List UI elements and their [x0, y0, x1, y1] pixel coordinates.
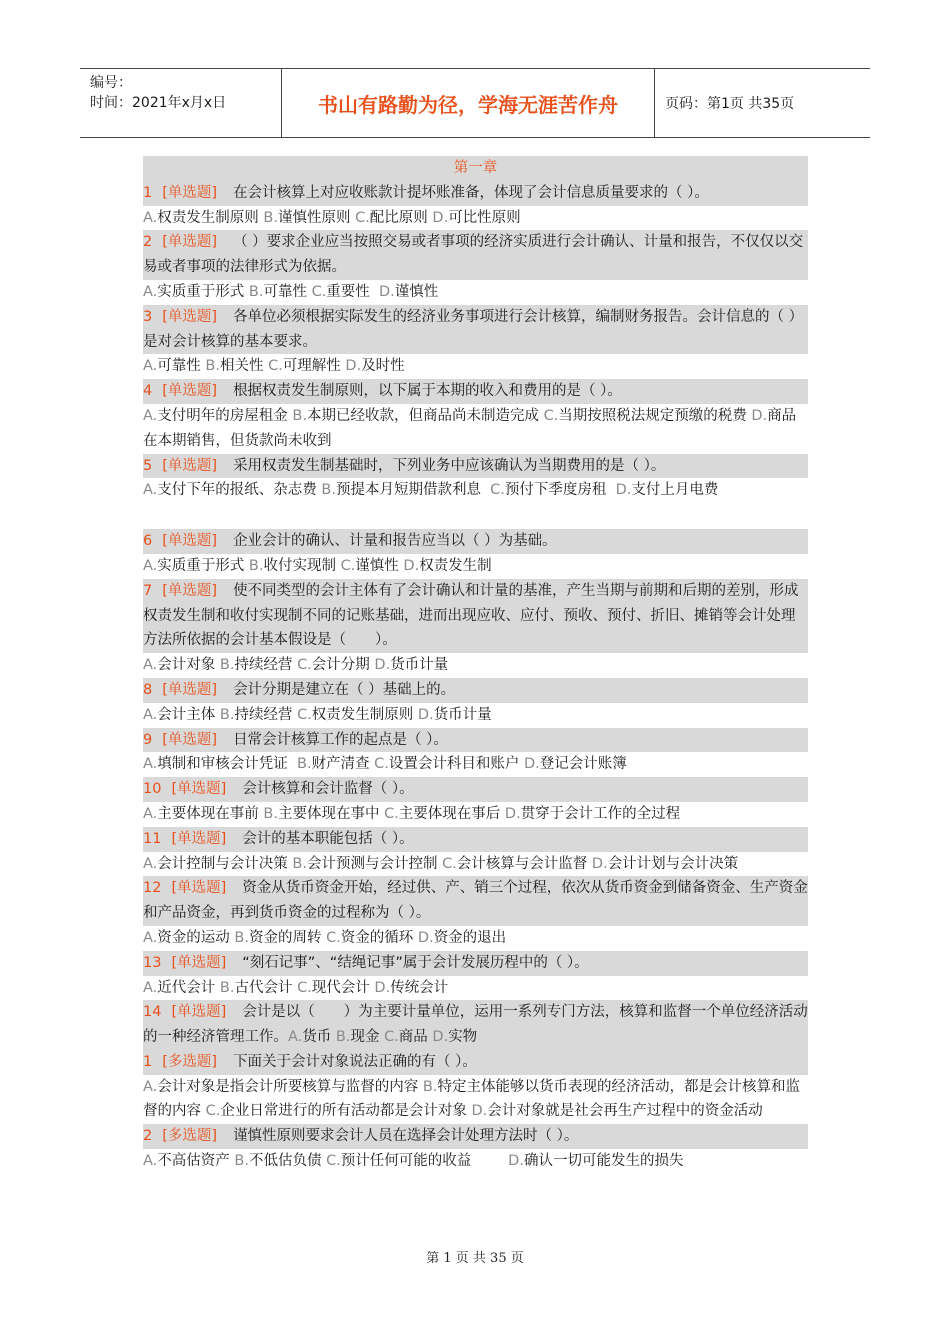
option-letter: C.	[326, 1153, 341, 1170]
option-text: 主要体现在事中	[277, 805, 385, 822]
option-letter: B.	[219, 657, 235, 674]
option-text: 可理解性	[282, 358, 346, 375]
question-number: 5	[143, 457, 153, 474]
document-time-label: 时间：2021年x月x日	[90, 95, 227, 111]
option-letter: C.	[442, 855, 457, 872]
option-letter: A.	[143, 855, 158, 872]
option-letter: B.	[263, 209, 278, 226]
question-options	[143, 852, 808, 877]
option-letter: D.	[374, 657, 391, 674]
question-number: 9	[143, 731, 153, 748]
option-letter: D.	[508, 1153, 524, 1170]
question-options	[143, 478, 808, 503]
option-text: 可比性原则	[448, 209, 521, 226]
question-type: [单选题]	[162, 582, 218, 599]
option-letter: D.	[403, 557, 420, 574]
question-text: 日常会计核算工作的起点是（ ）。	[233, 731, 448, 748]
option-letter: D.	[417, 706, 434, 723]
option-text: 确认一切可能发生的损失	[523, 1153, 684, 1170]
option-letter: B.	[422, 1078, 438, 1095]
option-text: 主要体现在事后	[398, 805, 505, 822]
question-number: 10	[143, 781, 162, 798]
question-text: 会计的基本职能包括（ ）。	[242, 830, 414, 847]
option-letter: A.	[143, 1078, 158, 1095]
option-text: 预计任何可能的收益	[340, 1153, 509, 1170]
question-options	[143, 1149, 808, 1174]
option-text: 会计预测与会计控制	[306, 855, 443, 872]
option-letter: B.	[234, 929, 249, 946]
question-type: [单选题]	[171, 830, 227, 847]
option-letter: A.	[143, 805, 158, 822]
option-text: 谨慎性	[355, 557, 404, 574]
question-number: 12	[143, 880, 162, 897]
option-text: 本期已经收款，但商品尚未制造完成	[306, 407, 544, 424]
option-text: 实物	[448, 1029, 478, 1046]
option-text: 企业日常进行的所有活动都是会计对象	[220, 1103, 472, 1120]
question-options	[143, 354, 808, 379]
option-letter: A.	[143, 1153, 158, 1170]
option-letter: B.	[234, 1153, 249, 1170]
option-letter: A.	[143, 482, 158, 499]
option-text: 特定主体能够以货币表现的经济活动，都是会计核算和监督的内容	[143, 1078, 800, 1120]
option-text: 重要性	[326, 283, 380, 300]
option-letter: D.	[591, 855, 608, 872]
page-header	[80, 68, 870, 138]
question-number: 13	[143, 954, 162, 971]
option-text: 资金的退出	[433, 929, 507, 946]
option-letter: B.	[219, 706, 235, 723]
question-text: “刻石记事”、“结绳记事”属于会计发展历程中的（ ）。	[242, 954, 589, 971]
option-text: 会计分期	[311, 657, 375, 674]
chapter-title: 第一章	[143, 156, 808, 181]
question-type: [单选题]	[162, 308, 218, 325]
question-options	[143, 554, 808, 579]
option-text: 设置会计科目和账户	[388, 756, 525, 773]
page-footer: 第 1 页 共 35 页	[426, 1251, 524, 1266]
question-stem	[143, 1050, 808, 1075]
question-options	[143, 206, 808, 231]
option-text: 登记会计账簿	[539, 756, 627, 773]
option-letter: A.	[143, 706, 158, 723]
option-text: 近代会计	[157, 979, 220, 996]
option-letter: D.	[504, 805, 521, 822]
option-letter: D.	[374, 979, 391, 996]
question-type: [单选题]	[162, 681, 218, 698]
option-text: 预提本月短期借款利息	[335, 482, 491, 499]
option-text: 会计对象是指会计所要核算与监督的内容	[157, 1078, 423, 1095]
option-text: 货币计量	[390, 657, 449, 674]
question-stem	[143, 305, 808, 355]
question-text: 资金从货币资金开始，经过供、产、销三个过程，依次从货币资金到储备资金、生产资金和产品资金，再到货币资金的过程称为（ ）。	[143, 880, 808, 922]
option-letter: C.	[297, 657, 312, 674]
question-list	[143, 156, 808, 1174]
question-stem	[143, 827, 808, 852]
spacer	[143, 503, 808, 529]
question-text: 使不同类型的会计主体有了会计确认和计量的基准，产生当期与前期和后期的差别，形成权责发生制和收付实现制不同的记账基础，进而出现应收、应付、预收、预付、折旧、摊销等会计处理方法所依据的会计基本假设是（ ）。	[143, 582, 799, 649]
question-stem	[143, 529, 808, 554]
question-number: 2	[143, 1128, 153, 1145]
option-letter: B.	[248, 557, 264, 574]
question-stem	[143, 777, 808, 802]
question-text: 在会计核算上对应收账款计提坏账准备，体现了会计信息质量要求的（ ）。	[233, 184, 709, 201]
option-letter: A.	[143, 557, 158, 574]
option-text: 配比原则	[369, 209, 433, 226]
option-text: 不低估负债	[248, 1153, 327, 1170]
option-text: 会计对象	[157, 657, 220, 674]
option-letter: A.	[143, 283, 158, 300]
option-letter: A.	[288, 1029, 303, 1046]
option-text: 资金的周转	[248, 929, 327, 946]
option-text: 会计计划与会计决策	[607, 855, 739, 872]
option-text: 不高估资产	[157, 1153, 235, 1170]
option-text: 预付下季度房租	[504, 482, 616, 499]
question-number: 6	[143, 533, 153, 550]
option-text: 主要体现在事前	[157, 805, 264, 822]
question-options	[143, 802, 808, 827]
option-letter: A.	[143, 358, 158, 375]
option-letter: D.	[432, 209, 449, 226]
option-letter: C.	[297, 979, 312, 996]
option-letter: C.	[355, 209, 370, 226]
question-stem	[143, 454, 808, 479]
option-text: 收付实现制	[263, 557, 341, 574]
option-letter: B.	[292, 407, 307, 424]
question-number: 3	[143, 308, 153, 325]
option-text: 商品在本期销售，但货款尚未收到	[143, 407, 797, 449]
option-letter: B.	[321, 482, 336, 499]
option-text: 权责发生制原则	[157, 209, 264, 226]
question-stem	[143, 951, 808, 976]
option-letter: D.	[417, 929, 434, 946]
option-text: 持续经营	[234, 657, 298, 674]
question-type: [单选题]	[162, 731, 218, 748]
option-text: 及时性	[361, 358, 405, 375]
option-text: 会计主体	[157, 706, 220, 723]
question-options	[143, 703, 808, 728]
header-meta	[80, 69, 282, 137]
question-type: [单选题]	[162, 184, 218, 201]
option-text: 会计核算与会计监督	[456, 855, 592, 872]
option-letter: C.	[340, 557, 356, 574]
option-text: 实质重于形式	[157, 557, 249, 574]
question-type: [单选题]	[162, 234, 218, 251]
header-motto: 书山有路勤为径，学海无涯苦作舟	[282, 69, 655, 137]
option-text: 谨慎性	[394, 283, 439, 300]
question-stem	[143, 579, 808, 653]
questions-container	[143, 181, 808, 1174]
option-letter: A.	[143, 929, 158, 946]
question-options	[143, 280, 808, 305]
question-options	[143, 653, 808, 678]
question-type: [单选题]	[171, 880, 227, 897]
option-letter: C.	[205, 1103, 221, 1120]
option-text: 贯穿于会计工作的全过程	[520, 805, 681, 822]
option-text: 权责发生制	[419, 557, 492, 574]
option-letter: C.	[297, 706, 312, 723]
option-letter: B.	[205, 358, 220, 375]
option-letter: C.	[490, 482, 505, 499]
option-text: 相关性	[219, 358, 269, 375]
option-letter: B.	[335, 1029, 351, 1046]
option-letter: B.	[292, 855, 307, 872]
question-options	[143, 1075, 808, 1125]
option-text: 可靠性	[157, 358, 206, 375]
question-stem	[143, 876, 808, 926]
option-text: 现代会计	[311, 979, 375, 996]
option-letter: B.	[248, 283, 264, 300]
option-text: 商品	[398, 1029, 433, 1046]
option-text: 现金	[350, 1029, 385, 1046]
option-letter: B.	[297, 756, 312, 773]
question-text: 下面关于会计对象说法正确的有（ ）。	[233, 1053, 477, 1070]
question-text: （ ）要求企业应当按照交易或者事项的经济实质进行会计确认、计量和报告，不仅仅以交易或者事项的法律形式为依据。	[143, 234, 804, 276]
question-type: [单选题]	[171, 781, 227, 798]
question-number: 14	[143, 1004, 162, 1021]
option-letter: A.	[143, 756, 158, 773]
option-letter: C.	[268, 358, 283, 375]
question-type: [单选题]	[171, 954, 227, 971]
question-options	[143, 976, 808, 1001]
question-stem	[143, 728, 808, 753]
option-text: 权责发生制原则	[311, 706, 418, 723]
option-text: 会计对象就是社会再生产过程中的资金活动	[487, 1103, 763, 1120]
question-type: [单选题]	[171, 1004, 227, 1021]
option-letter: D.	[524, 756, 540, 773]
question-number: 1	[143, 1053, 153, 1070]
option-text: 可靠性	[263, 283, 312, 300]
option-letter: D.	[615, 482, 632, 499]
option-letter: A.	[143, 657, 158, 674]
option-letter: A.	[143, 979, 158, 996]
option-letter: D.	[345, 358, 362, 375]
option-text: 财产清查	[311, 756, 375, 773]
option-text: 传统会计	[390, 979, 449, 996]
document-number-label: 编号：	[90, 75, 132, 91]
question-text: 采用权责发生制基础时，下列业务中应该确认为当期费用的是（ ）。	[233, 457, 666, 474]
option-text: 填制和审核会计凭证	[157, 756, 297, 773]
question-number: 11	[143, 830, 162, 847]
option-text: 资金的运动	[157, 929, 235, 946]
option-letter: C.	[384, 1029, 399, 1046]
question-text: 企业会计的确认、计量和报告应当以（ ）为基础。	[233, 533, 557, 550]
option-text: 当期按照税法规定预缴的税费	[558, 407, 752, 424]
option-letter: C.	[326, 929, 341, 946]
question-text: 会计分期是建立在（ ）基础上的。	[233, 681, 456, 698]
option-text: 谨慎性原则	[277, 209, 356, 226]
option-text: 会计控制与会计决策	[157, 855, 293, 872]
question-stem	[143, 1124, 808, 1149]
question-text: 会计是以（ ）为主要计量单位，运用一系列专门方法，核算和监督一个单位经济活动的一种经济管理工作。	[143, 1004, 808, 1046]
option-text: 货币	[302, 1029, 336, 1046]
option-letter: D.	[471, 1103, 488, 1120]
option-text: 实质重于形式	[157, 283, 249, 300]
question-number: 7	[143, 582, 153, 599]
question-stem	[143, 230, 808, 280]
question-stem	[143, 379, 808, 404]
header-page-info: 页码：第1页 共35页	[665, 96, 795, 112]
question-text: 会计核算和会计监督（ ）。	[242, 781, 414, 798]
option-letter: B.	[219, 979, 235, 996]
question-stem	[143, 181, 808, 206]
option-text: 资金的循环	[340, 929, 418, 946]
option-letter: B.	[263, 805, 278, 822]
option-letter: D.	[432, 1029, 449, 1046]
question-type: [单选题]	[162, 457, 218, 474]
option-letter: C.	[543, 407, 559, 424]
question-number: 4	[143, 383, 153, 400]
question-type: [多选题]	[162, 1053, 218, 1070]
question-options	[143, 752, 808, 777]
option-text: 支付下年的报纸、杂志费	[157, 482, 322, 499]
question-options	[143, 404, 808, 454]
question-number: 2	[143, 234, 153, 251]
option-letter: C.	[311, 283, 327, 300]
option-letter: D.	[379, 283, 395, 300]
question-text: 各单位必须根据实际发生的经济业务事项进行会计核算，编制财务报告。会计信息的（ ）是对会计核算的基本要求。	[143, 308, 804, 350]
option-letter: D.	[751, 407, 768, 424]
option-text: 支付上月电费	[631, 482, 719, 499]
option-text: 货币计量	[433, 706, 492, 723]
option-letter: C.	[374, 756, 389, 773]
question-number: 1	[143, 184, 153, 201]
option-text: 支付明年的房屋租金	[157, 407, 293, 424]
question-stem	[143, 678, 808, 703]
question-text: 根据权责发生制原则，以下属于本期的收入和费用的是（ ）。	[233, 383, 622, 400]
question-type: [多选题]	[162, 1128, 218, 1145]
question-number: 8	[143, 681, 153, 698]
option-text: 古代会计	[234, 979, 298, 996]
option-letter: A.	[143, 407, 158, 424]
option-letter: C.	[384, 805, 399, 822]
option-letter: A.	[143, 209, 158, 226]
question-stem	[143, 1000, 808, 1050]
question-options	[143, 926, 808, 951]
question-text: 谨慎性原则要求会计人员在选择会计处理方法时（ ）。	[233, 1128, 579, 1145]
option-text: 持续经营	[234, 706, 298, 723]
question-type: [单选题]	[162, 383, 218, 400]
question-type: [单选题]	[162, 533, 218, 550]
